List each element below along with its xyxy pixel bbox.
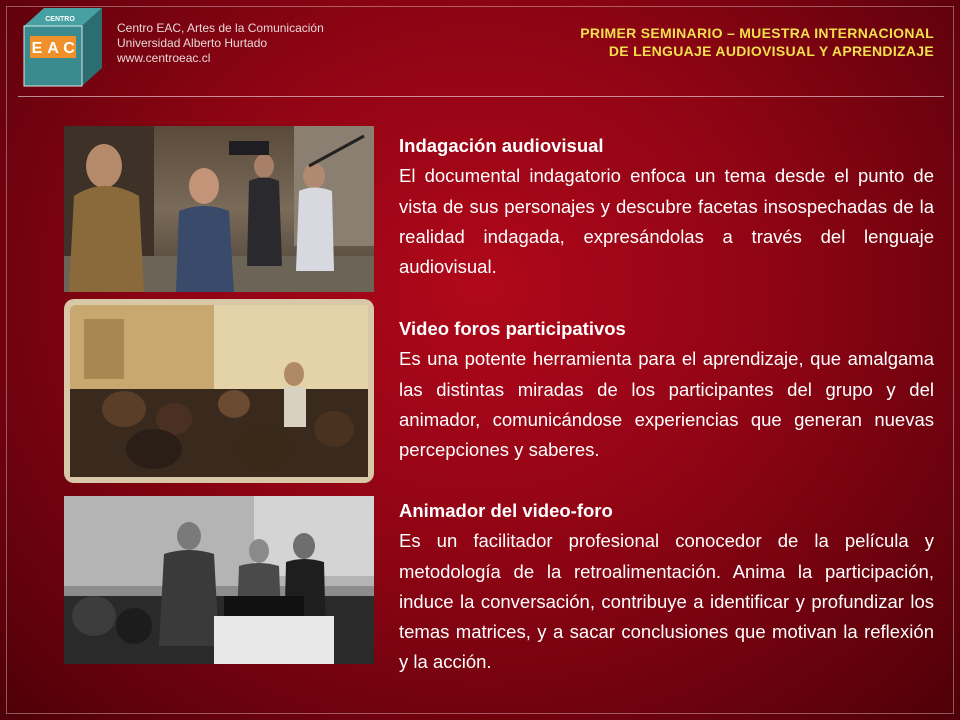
section-title: Video foros participativos bbox=[399, 318, 626, 339]
eac-logo bbox=[22, 6, 104, 90]
org-name: Centro EAC, Artes de la Comunicación bbox=[117, 21, 324, 35]
org-website-link[interactable]: www.centroeac.cl bbox=[117, 51, 211, 65]
organization-info bbox=[117, 21, 324, 66]
section-audiovisual-inquiry bbox=[399, 131, 934, 282]
svg-text:A: A bbox=[47, 40, 59, 57]
svg-text:E: E bbox=[31, 40, 43, 57]
seminar-title-line1: PRIMER SEMINARIO – MUESTRA INTERNACIONAL bbox=[580, 25, 934, 41]
section-body: Es una potente herramienta para el aprendizaje, que amalgama las distintas miradas de los participantes del grupo y del animador, comunicándose experiencias que generan nuevas percepciones y saberes. bbox=[399, 348, 934, 461]
svg-text:CENTRO: CENTRO bbox=[45, 16, 75, 23]
seminar-title-line2: DE LENGUAJE AUDIOVISUAL Y APRENDIZAJE bbox=[608, 43, 934, 59]
svg-text:C: C bbox=[63, 40, 75, 57]
header-divider bbox=[18, 96, 944, 97]
photo-street-interview bbox=[64, 126, 374, 292]
section-body: El documental indagatorio enfoca un tema desde el punto de vista de sus personajes y descubre facetas insospechadas de la realidad indagada, expresándolas a través del lenguaje audiovisual. bbox=[399, 165, 934, 278]
org-university: Universidad Alberto Hurtado bbox=[117, 36, 268, 50]
section-title: Animador del video-foro bbox=[399, 500, 613, 521]
section-forum-animator bbox=[399, 496, 934, 678]
section-title: Indagación audiovisual bbox=[399, 135, 604, 156]
seminar-title bbox=[580, 24, 934, 60]
section-body: Es un facilitador profesional conocedor de la película y metodología de la retroalimentación. Anima la participación, induce la conversación, contribuye a identificar y profundizar los temas matrices, y a sacar conclusiones que motivan la reflexión y la acción. bbox=[399, 530, 934, 673]
photo-forum-facilitator bbox=[64, 496, 374, 664]
section-video-forums bbox=[399, 314, 934, 465]
photo-video-forum bbox=[64, 299, 374, 483]
